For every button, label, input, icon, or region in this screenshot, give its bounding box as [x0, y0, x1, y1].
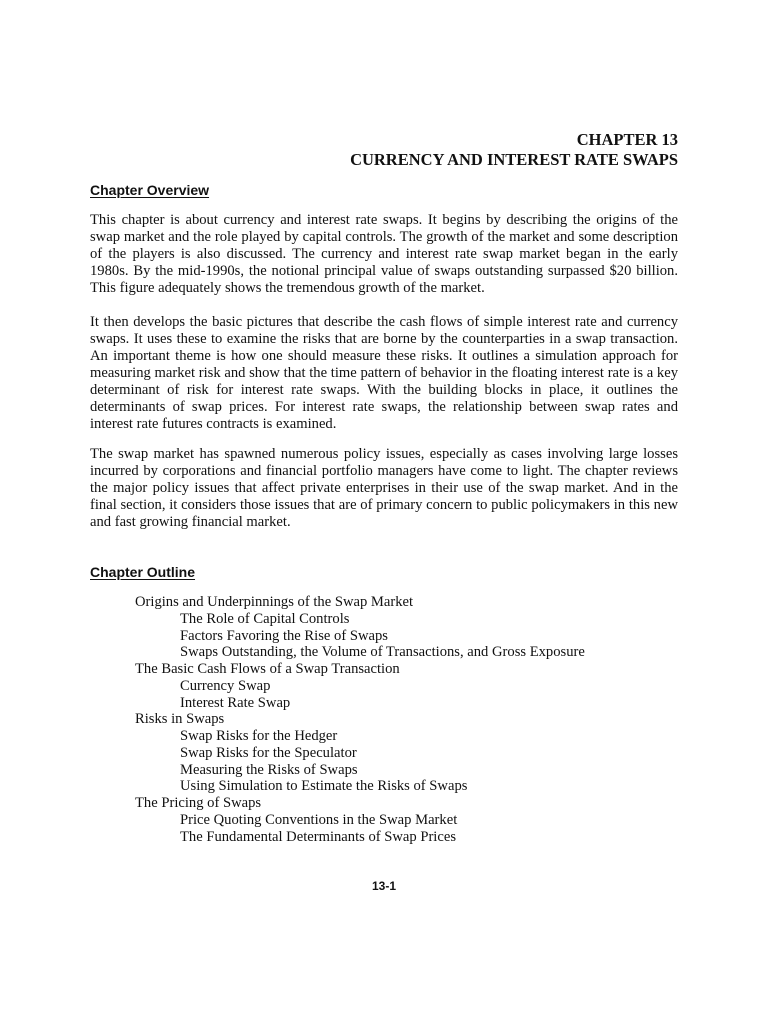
outline-section: The Pricing of Swaps — [135, 795, 262, 811]
outline-subsection: Interest Rate Swap — [180, 694, 291, 711]
outline-subsection: Swap Risks for the Hedger — [180, 728, 338, 744]
outline-subsection: The Fundamental Determinants of Swap Prices — [180, 828, 456, 845]
overview-paragraph-3: The swap market has spawned numerous policy issues, especially as cases involving large losses incurred by corporations and financial portfolio managers have come to light. The chapter reviews the major policy issues that affect private enterprises in their use of the swap market. And in the final section, it considers those issues that are of primary concern to public policymakers in this new and fast growing financial market. — [90, 446, 678, 530]
outline-subsection: Measuring the Risks of Swaps — [180, 761, 358, 778]
overview-heading: Chapter Overview — [90, 182, 210, 198]
chapter-heading — [350, 130, 678, 170]
chapter-outline-list — [135, 594, 585, 845]
outline-section: Origins and Underpinnings of the Swap Market — [135, 594, 414, 610]
overview-paragraph-2: It then develops the basic pictures that describe the cash flows of simple interest rate and currency swaps. It uses these to examine the risks that are borne by the counterparties in a swap transaction. An important theme is how one should measure these risks. It outlines a simulation approach for measuring market risk and show that the time pattern of behavior in the floating interest rate is a key determinant of risk for interest rate swaps. With the building blocks in place, it outlines the determinants of swap prices. For interest rate swaps, the relationship between swap rates and interest rate futures contracts is examined. — [90, 314, 678, 432]
outline-subsection: Factors Favoring the Rise of Swaps — [180, 627, 388, 644]
outline-subsection: Swaps Outstanding, the Volume of Transactions, and Gross Exposure — [180, 644, 585, 661]
overview-paragraph-1: This chapter is about currency and interest rate swaps. It begins by describing the origins of the swap market and the role played by capital controls. The growth of the market and some description of the players is also discussed. The currency and interest rate swap market began in the early 1980s. By the mid-1990s, the notional principal value of swaps outstanding surpassed $20 billion. This figure adequately shows the tremendous growth of the market. — [90, 212, 678, 296]
outline-section: Risks in Swaps — [135, 711, 225, 728]
outline-subsection: Price Quoting Conventions in the Swap Market — [180, 811, 458, 828]
outline-subsection: Using Simulation to Estimate the Risks of Swaps — [180, 778, 468, 795]
outline-subsection: Currency Swap — [180, 677, 271, 694]
page-number: 13-1 — [371, 879, 397, 893]
chapter-number: CHAPTER 13 — [576, 130, 678, 149]
outline-subsection: Swap Risks for the Speculator — [180, 744, 357, 761]
outline-heading: Chapter Outline — [90, 564, 196, 580]
document-page — [90, 0, 678, 1024]
chapter-title: CURRENCY AND INTEREST RATE SWAPS — [350, 150, 678, 169]
outline-subsection: The Role of Capital Controls — [180, 610, 350, 627]
outline-section: The Basic Cash Flows of a Swap Transaction — [135, 661, 400, 677]
